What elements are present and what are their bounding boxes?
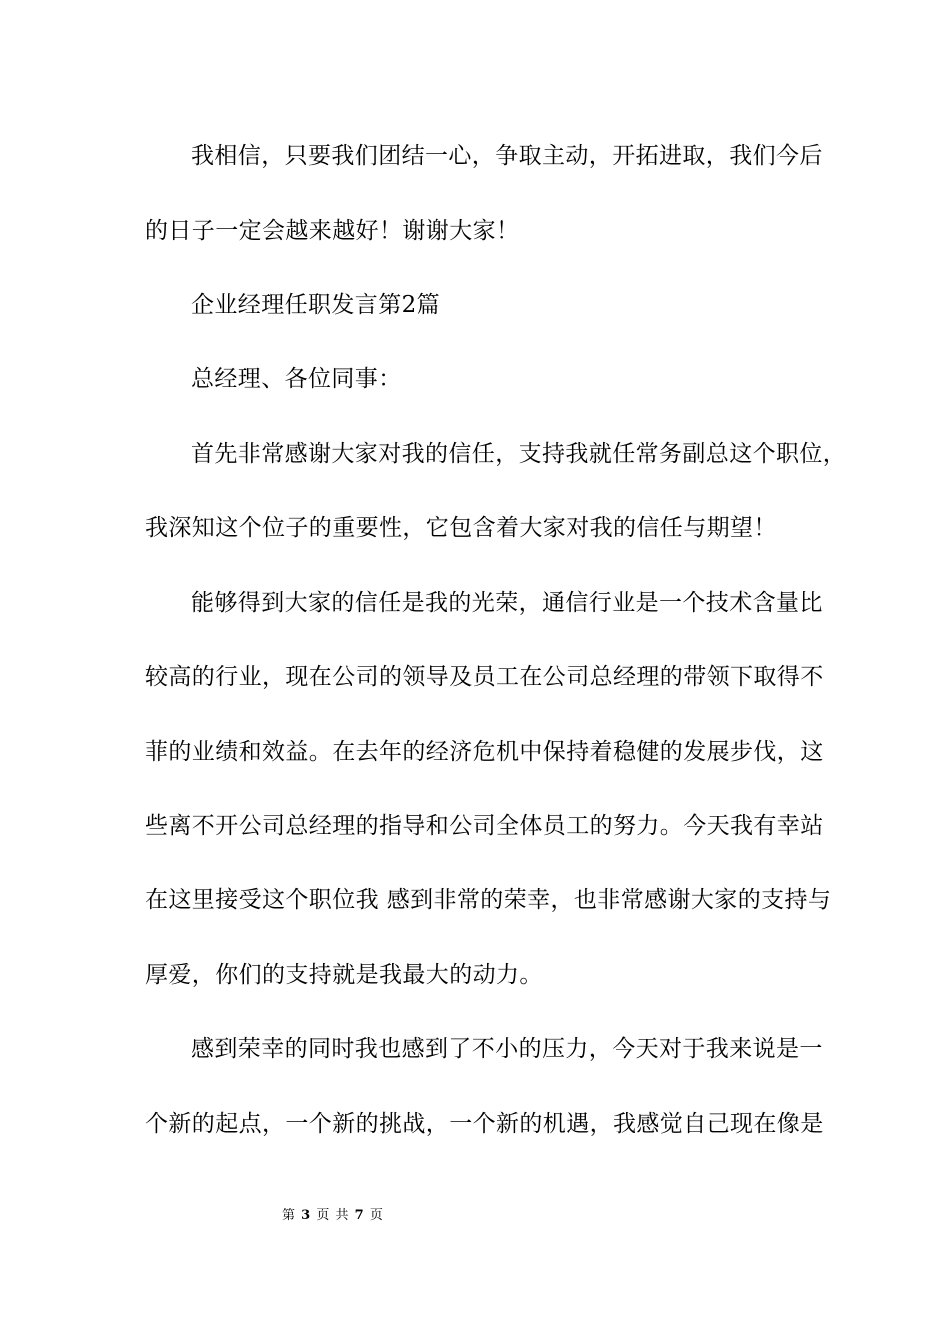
text-line-2: 的日子一定会越来越好！谢谢大家！ [145,218,520,244]
text-line-1: 我相信，只要我们团结一心，争取主动，开拓进取，我们今后 [191,143,823,169]
text-line-14: 个新的起点，一个新的挑战，一个新的机遇，我感觉自己现在像是 [145,1111,824,1137]
footer-middle: 页 共 [316,1208,350,1223]
text-line-7: 能够得到大家的信任是我的光荣，通信行业是一个技术含量比 [191,590,823,616]
footer-suffix: 页 [369,1208,384,1223]
footer-page-number: 3 [301,1208,312,1223]
text-line-9: 菲的业绩和效益。在去年的经济危机中保持着稳健的发展步伐，这 [145,739,824,765]
footer-prefix: 第 [282,1208,297,1223]
text-line-8: 较高的行业，现在公司的领导及员工在公司总经理的带领下取得不 [145,664,824,690]
section-heading: 企业经理任职发言第2篇 [191,292,441,318]
text-line-12: 厚爱，你们的支持就是我最大的动力。 [145,962,543,988]
page-footer [0,1208,950,1224]
text-line-10: 些离不开公司总经理的指导和公司全体员工的努力。今天我有幸站 [145,813,824,839]
footer-total-pages: 7 [354,1208,365,1223]
salutation: 总经理、各位同事： [191,366,402,392]
text-line-11: 在这里接受这个职位我 感到非常的荣幸，也非常感谢大家的支持与 [145,887,832,913]
text-line-5: 首先非常感谢大家对我的信任，支持我就任常务副总这个职位， [191,441,847,467]
text-line-13: 感到荣幸的同时我也感到了不小的压力，今天对于我来说是一 [191,1036,823,1062]
text-line-6: 我深知这个位子的重要性，它包含着大家对我的信任与期望！ [145,515,777,541]
